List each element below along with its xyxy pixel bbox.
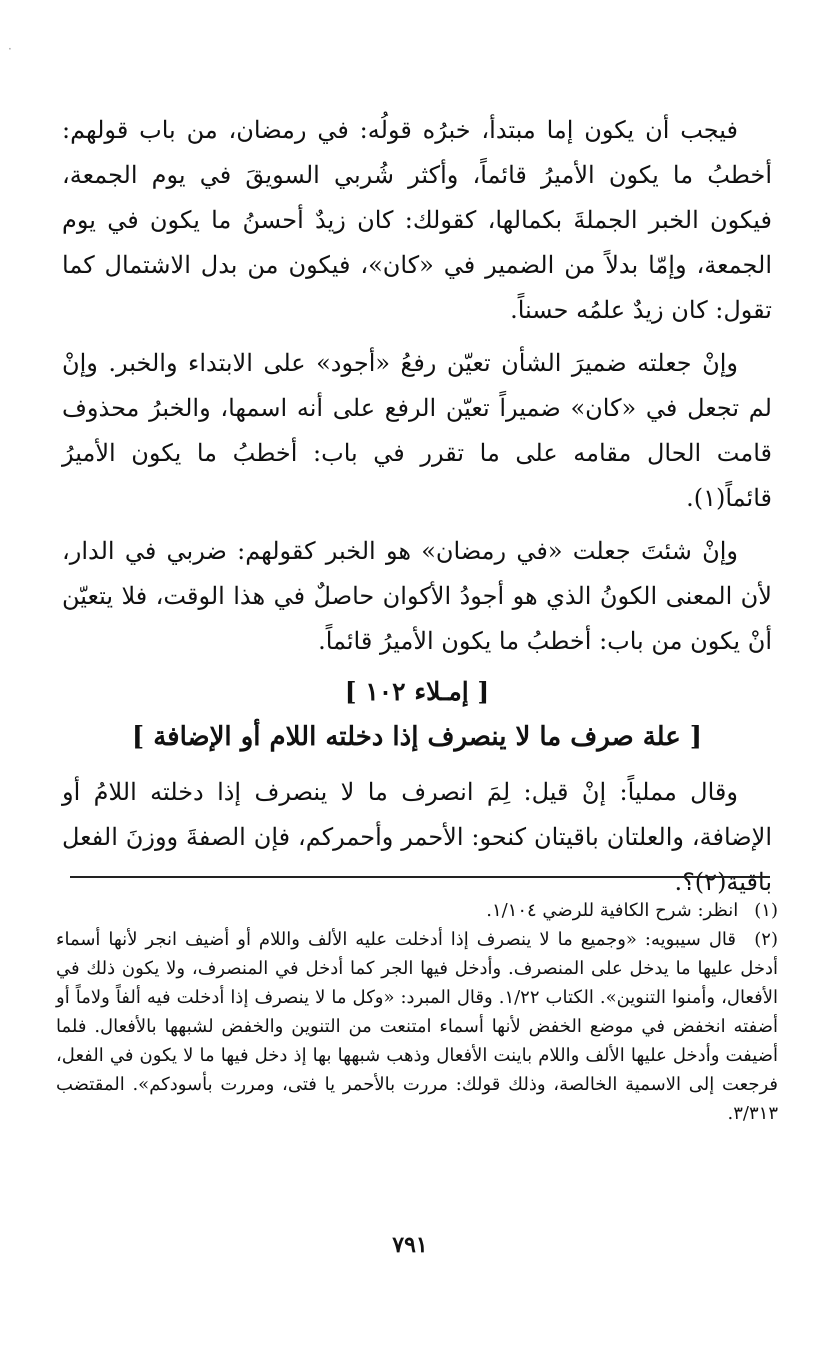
section-heading: [ علة صرف ما لا ينصرف إذا دخلته اللام أو الإضافة ] xyxy=(131,722,703,752)
paragraph-3 xyxy=(62,529,772,664)
main-text xyxy=(62,108,772,913)
footnote-divider xyxy=(70,876,770,878)
paragraph-2-text: وإنْ جعلته ضميرَ الشأن تعيّن رفعُ «أجود» على الابتداء والخبر. وإنْ لم تجعل في «كان» ضميراً تعيّن الرفع على أنه اسمها، والخبرُ محذوف قامت الحال مقامه على ما تقرر في باب: أخطبُ ما يكون الأميرُ قائماً(١). xyxy=(62,349,772,512)
paragraph-1-text: فيجب أن يكون إما مبتدأ، خبرُه قولُه: في رمضان، من باب قولهم: أخطبُ ما يكون الأميرُ قائماً، وأكثر شُربي السويقَ في يوم الجمعة، فيكون الخبر الجملةَ بكمالها، كقولك: كان زيدٌ أحسنُ ما يكون في يوم الجمعة، وإمّا بدلاً من الضمير في «كان»، فيكون من بدل الاشتمال كما تقول: كان زيدٌ علمُه حسناً. xyxy=(62,116,772,324)
paragraph-3-text: وإنْ شئتَ جعلت «في رمضان» هو الخبر كقولهم: ضربي في الدار، لأن المعنى الكونُ الذي هو أجودُ الأكوان حاصلٌ في هذا الوقت، فلا يتعيّن أنْ يكون من باب: أخطبُ ما يكون الأميرُ قائماً. xyxy=(62,537,772,655)
footnote-1-text: انظر: شرح الكافية للرضي ١/١٠٤. xyxy=(486,900,739,921)
paragraph-4 xyxy=(62,770,772,905)
paragraph-4-text: وقال مملياً: إنْ قيل: لِمَ انصرف ما لا ينصرف إذا دخلته اللامُ أو الإضافة، والعلتان باقيتان كنحو: الأحمر وأحمركم، فإن الصفةَ ووزنَ الفعل باقية(٢)؟. xyxy=(62,778,772,896)
footnote-2-number: (٢) xyxy=(754,929,778,950)
paragraph-2 xyxy=(62,341,772,521)
footnote-2 xyxy=(56,925,778,1128)
footnote-1-number: (١) xyxy=(754,900,778,921)
footnote-1 xyxy=(56,896,778,925)
footnotes xyxy=(56,896,778,1128)
page-number: ٧٩١ xyxy=(392,1232,428,1258)
footnote-2-text: قال سيبويه: «وجميع ما لا ينصرف إذا أدخلت عليه الألف واللام أو أضيف انجر لأنها أسماء أدخل عليها ما يدخل على المنصرف. وأدخل فيها الجر كما أدخل في المنصرف، ولا يكون ذلك في الأفعال، وأمنوا التنوين». الكتاب ١/٢٢. وقال المبرد: «وكل ما لا ينصرف إذا أدخلت فيه ألفاً ولاماً أو أضفته انخفض في موضع الخفض لأنها أسماء امتنعت من التنوين والخفض لشبهها بالأفعال. فلما أضيفت وأدخل عليها الألف واللام باينت الأفعال وذهب شبهها بها إذ دخل فيها ما لا يكون في الفعل، فرجعت إلى الاسمية الخالصة، وذلك قولك: مررت بالأحمر يا فتى، ومررت بأسودكم». المقتضب ٣/٣١٣. xyxy=(56,929,778,1124)
page-mark: · xyxy=(8,42,12,56)
imla-label: [ إمـلاء ١٠٢ ] xyxy=(344,677,490,706)
paragraph-1 xyxy=(62,108,772,333)
